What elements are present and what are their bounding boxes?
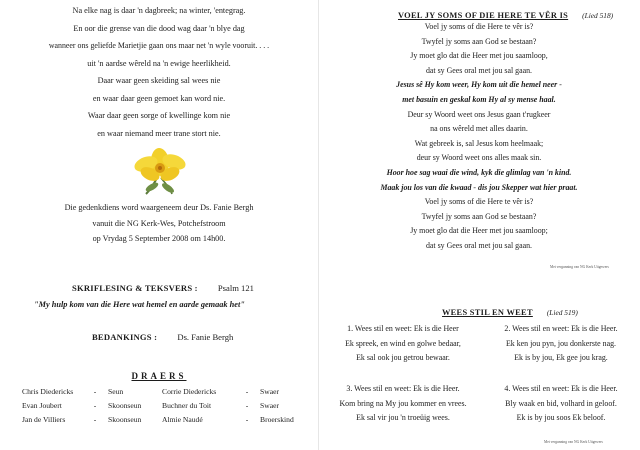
lyric-line: Jy moet glo dat die Heer met jou saamloop; (410, 226, 548, 236)
hymn2-verse-2 (486, 322, 636, 366)
verse-line: Ek spreek, en wind en golwe bedaar, (345, 338, 461, 348)
relation: Broerskind (260, 415, 294, 424)
chorus-line: Jesus sê Hy kom weer, Hy kom uit die hemel neer - (396, 80, 562, 90)
pallbearer-name: Corrie Diedericks (162, 387, 217, 396)
hymn2-verse-1 (328, 322, 478, 366)
lyric-line: dat sy Gees oral met jou sal gaan. (425, 240, 533, 250)
verse-line: Bly waak en bid, volhard in geloof. (505, 398, 617, 408)
verse-line: 3. Wees stil en weet: Ek is die Heer. (346, 384, 460, 393)
relation: Seun (108, 387, 124, 396)
dash: - (245, 401, 249, 410)
lyric-line: Twyfel jy soms aan God se bestaan? (421, 36, 537, 46)
relation: Swaer (260, 387, 279, 396)
pallbearer-name: Chris Diedericks (22, 387, 74, 396)
poem-line: Waar daar geen sorge of kwellinge kom nie (87, 111, 231, 120)
pallbearer-name: Buchner du Toit (162, 401, 212, 410)
verse-line: Ek ken jou pyn, jou donkerste nag. (505, 338, 616, 348)
chorus-line: met basuin en geskal kom Hy al sy mense haal. (402, 94, 556, 104)
lyric-line: Deur sy Woord weet ons Jesus gaan t'rugkeer (407, 109, 551, 119)
dash: - (93, 387, 97, 396)
hymn1-copyright-note: Met vergunning van NG Kerk Uitgewers (550, 265, 609, 269)
service-line: vanuit die NG Kerk-Wes, Potchefstroom (92, 218, 226, 228)
service-info (0, 200, 318, 247)
dash: - (245, 415, 249, 424)
poem-line: en waar daar geen gemoet kan word nie. (92, 93, 226, 103)
lyric-line: Voel jy soms of die Here te vêr is? (424, 22, 534, 31)
verse-line: 2. Wees stil en weet: Ek is die Heer. (504, 324, 618, 333)
lyric-line: Voel jy soms of die Here te vêr is? (424, 197, 534, 207)
service-line: Die gedenkdiens word waargeneem deur Ds. Fanie Bergh (64, 203, 254, 212)
relation: Skoonseun (108, 401, 142, 410)
yellow-flower-icon (128, 140, 192, 196)
poem-line: uit 'n aardse wêreld na 'n ewige heerlikheid. (87, 58, 231, 68)
draers-table (22, 387, 294, 429)
poem-line: Daar waar geen skeiding sal wees nie (97, 76, 221, 85)
pallbearer-name: Evan Joubert (22, 401, 62, 410)
verse-line: 1. Wees stil en weet: Ek is die Heer (347, 324, 459, 333)
table-row (22, 415, 294, 429)
dash: - (93, 401, 97, 410)
relation: Skoonseun (108, 415, 142, 424)
verse-line: Ek sal ook jou getrou bewaar. (356, 353, 450, 362)
table-row (22, 387, 294, 401)
verse-line: 4. Wees stil en weet: Ek is die Heer. (504, 384, 618, 393)
lyric-line: dat sy Gees oral met jou sal gaan. (425, 65, 533, 75)
poem-line: En oor die grense van die dood wag daar 'n blye dag (73, 23, 245, 33)
lyric-line: na ons wêreld met alles daarin. (430, 124, 528, 134)
skriflesing-label: SKRIFLESING & TEKSVERS : (72, 283, 198, 293)
bedankings-label: BEDANKINGS : (92, 332, 158, 342)
page-fold (318, 0, 319, 450)
lyric-line: Jy moet glo dat die Heer met jou saamloop, (410, 51, 548, 61)
draers-title: DRAERS (131, 371, 187, 381)
lyric-line: Wat gebreek is, sal Jesus kom heelmaak; (414, 138, 544, 148)
dash: - (245, 387, 249, 396)
dash: - (93, 415, 97, 424)
table-row (22, 401, 294, 415)
memorial-poem (0, 2, 318, 142)
hymn2-heading (442, 302, 578, 320)
poem-line: Na elke nag is daar 'n dagbreek; na winter, 'entegrag. (72, 6, 246, 15)
verse-line: Ek is by jou soos Ek beloof. (516, 413, 606, 422)
pallbearer-name: Almie Naudé (162, 415, 203, 424)
bedankings-value: Ds. Fanie Bergh (177, 332, 234, 342)
lyric-line: deur sy Woord weet ons alles maak sin. (416, 153, 542, 163)
hymn2-copyright-note: Met vergunning van NG Kerk Uitgewers (544, 440, 603, 444)
skriflesing-value: Psalm 121 (217, 283, 254, 293)
service-line: op Vrydag 5 September 2008 om 14h00. (92, 234, 226, 243)
chorus-line: Maak jou los van die kwaad - dis jou Skepper wat hier praat. (380, 182, 578, 192)
hymn1-lyrics (320, 20, 638, 254)
hymn1-title: VOEL JY SOMS OF DIE HERE TE VÊR IS (398, 11, 569, 20)
hymn2-verse-3 (328, 382, 478, 426)
hymn2-title: WEES STIL EN WEET (442, 308, 533, 317)
hymn2-ref: (Lied 519) (546, 308, 578, 317)
poem-line: wanneer ons geliefde Marietjie gaan ons maar net 'n wyle vooruit. . . . (48, 41, 270, 50)
hymn2-verse-4 (486, 382, 636, 426)
relation: Swaer (260, 401, 279, 410)
skriflesing-row (72, 283, 254, 293)
verse-line: Kom bring na My jou kommer en vrees. (339, 398, 467, 408)
chorus-line: Hoor hoe sag waai die wind, kyk die glimlag van 'n kind. (386, 167, 572, 177)
bedankings-row (92, 332, 233, 342)
lyric-line: Twyfel jy soms aan God se bestaan? (421, 211, 537, 221)
verse-line: Ek sal vir jou 'n troeüig wees. (356, 413, 450, 422)
verse-line: Ek is by jou, Ek gee jou krag. (514, 353, 608, 362)
teksvers: "My hulp kom van die Here wat hemel en aarde gemaak het" (34, 300, 245, 309)
hymn1-ref: (Lied 518) (582, 11, 614, 20)
poem-line: en waar niemand meer trane stort nie. (97, 128, 221, 138)
pallbearer-name: Jan de Villiers (22, 415, 66, 424)
